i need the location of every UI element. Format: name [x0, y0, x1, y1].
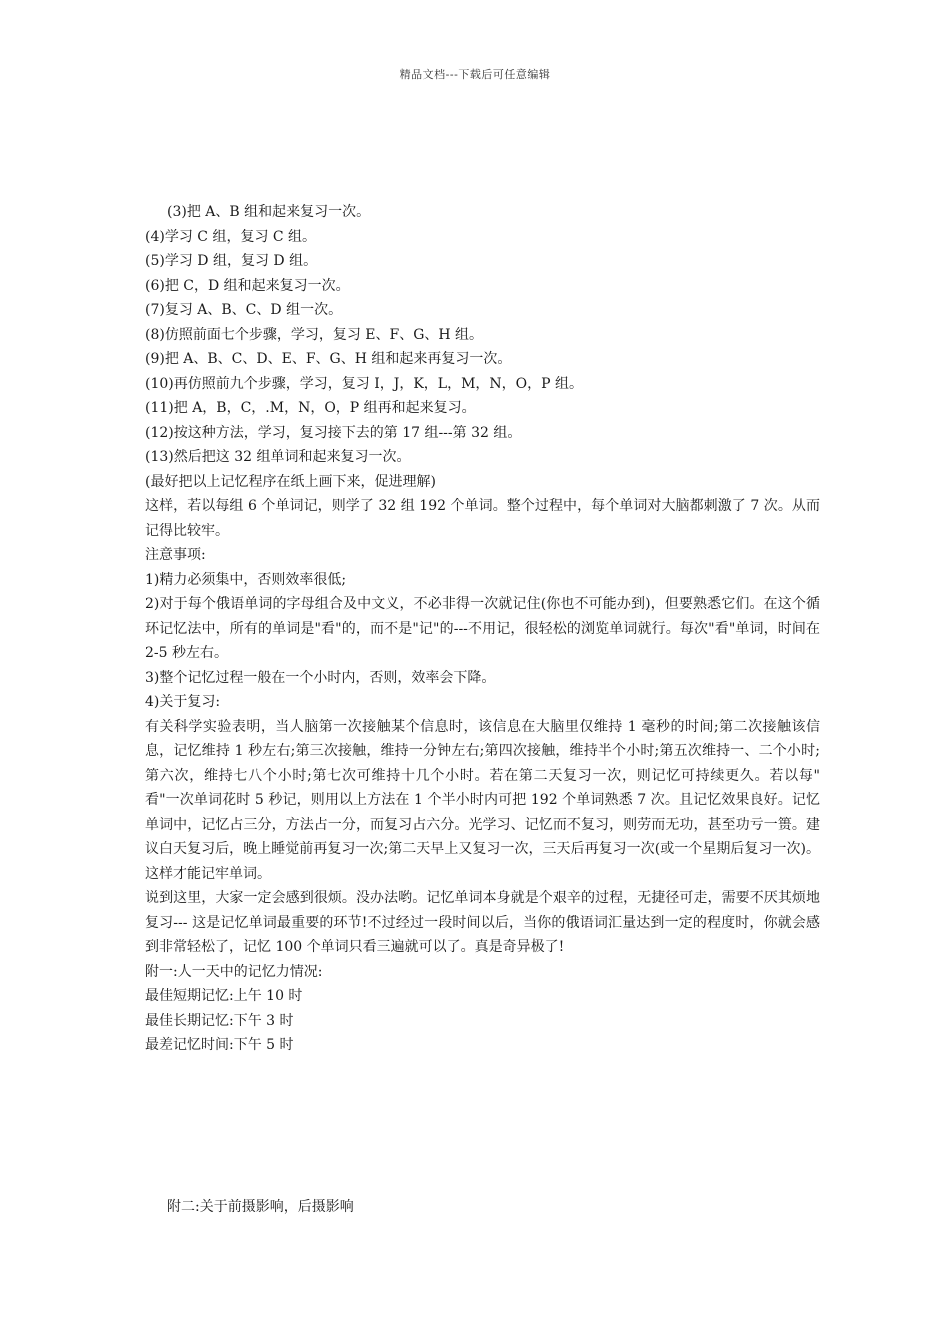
step-9: (9)把 A、B、C、D、E、F、G、H 组和起来再复习一次。: [145, 351, 512, 367]
step-8: (8)仿照前面七个步骤，学习，复习 E、F、G、H 组。: [145, 326, 484, 343]
worst-memory-time: 最差记忆时间:下午 5 时: [145, 1037, 294, 1053]
step-7: (7)复习 A、B、C、D 组一次。: [145, 302, 343, 318]
tip-note: (最好把以上记忆程序在纸上画下来，促进理解): [145, 473, 436, 490]
document-body: [145, 200, 820, 1058]
page-header: 精品文档---下载后可任意编辑: [399, 68, 551, 81]
step-5: (5)学习 D 组，复习 D 组。: [145, 253, 318, 269]
best-short-term-memory: 最佳短期记忆:上午 10 时: [145, 988, 303, 1004]
step-12: (12)按这种方法，学习，复习接下去的第 17 组---第 32 组。: [145, 424, 522, 441]
step-6: (6)把 C，D 组和起来复习一次。: [145, 277, 350, 294]
summary-paragraph: 这样，若以每组 6 个单词记，则学了 32 组 192 个单词。整个过程中，每个单词对大脑都刺激了 7 次。从而记得比较牢。: [145, 498, 820, 539]
conclusion-paragraph: 说到这里，大家一定会感到很烦。没办法哟。记忆单词本身就是个艰辛的过程，无捷径可走，需要不厌其烦地复习--- 这是记忆单词最重要的环节!不过经过一段时间以后，当你的俄语词汇量达到一定的程度时，你就会感到非常轻松了，记忆 100 个单词只看三遍就可以了。真是奇异极了!: [145, 890, 820, 955]
step-11: (11)把 A，B，C，.M，N，O，P 组再和起来复习。: [145, 400, 476, 416]
appendix-1-heading: 附一:人一天中的记忆力情况:: [145, 963, 323, 980]
note-2: 2)对于每个俄语单词的字母组合及中文义，不必非得一次就记住(你也不可能办到)，但要熟悉它们。在这个循环记忆法中，所有的单词是"看"的，而不是"记"的---不用记，很轻松的浏览单词就行。每次"看"单词，时间在 2-5 秒左右。: [145, 596, 820, 661]
note-1: 1)精力必须集中，否则效率很低;: [145, 571, 347, 588]
note-3: 3)整个记忆过程一般在一个小时内，否则，效率会下降。: [145, 669, 496, 686]
best-long-term-memory: 最佳长期记忆:下午 3 时: [145, 1012, 294, 1029]
step-10: (10)再仿照前九个步骤，学习，复习 I，J，K，L，M，N，O，P 组。: [145, 375, 584, 392]
step-4: (4)学习 C 组，复习 C 组。: [145, 228, 317, 245]
appendix-2-heading: 附二:关于前摄影响，后摄影响: [167, 1199, 354, 1215]
notes-heading: 注意事项:: [145, 547, 206, 563]
review-paragraph: 有关科学实验表明，当人脑第一次接触某个信息时，该信息在大脑里仅维持 1 毫秒的时间;第二次接触该信息，记忆维持 1 秒左右;第三次接触，维持一分钟左右;第四次接触，维持半个小时;第五次维持一、二个小时;第六次，维持七八个小时;第七次可维持十几个小时。若在第二天复习一次，则记忆可持续更久。若以每" 看"一次单词花时 5 秒记，则用以上方法在 1 个半小时内可把 192 个单词熟悉 7 次。且记忆效果良好。记忆单词中，记忆占三分，方法占一分，而复习占六分。光学习、记忆而不复习，则劳而无功，甚至功亏一篑。建议白天复习后，晚上睡觉前再复习一次;第二天早上又复习一次，三天后再复习一次(或一个星期后复习一次)。这样才能记牢单词。: [145, 718, 820, 882]
step-3: (3)把 A、B 组和起来复习一次。: [167, 204, 371, 220]
step-13: (13)然后把这 32 组单词和起来复习一次。: [145, 449, 411, 465]
note-4-heading: 4)关于复习:: [145, 694, 221, 710]
